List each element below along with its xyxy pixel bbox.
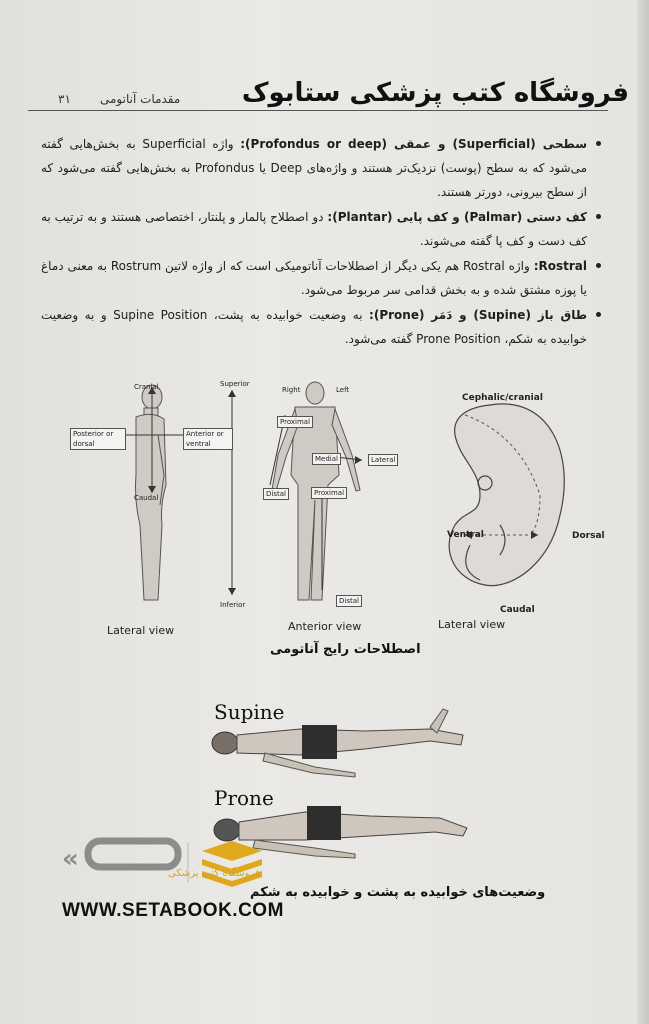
website-url: WWW.SETABOOK.COM — [62, 900, 284, 921]
header-divider — [28, 110, 608, 111]
definition: واژه Rostral هم یکی دیگر از اصطلاحات آناتومیکی است که از واژه لاتین Rostrum به معنی دماغ یا پوزه مشتق شده و به بخش قدامی سر مربوط می‌شود. — [41, 259, 587, 297]
label-cranial: Cranial — [134, 383, 159, 391]
list-item — [41, 205, 601, 253]
chapter-title: مقدمات آناتومی — [100, 92, 181, 106]
supine-body-illustration — [205, 705, 470, 780]
label-lateral: Lateral — [368, 454, 398, 466]
label-right: Right — [282, 386, 301, 394]
lateral-body-illustration — [136, 385, 167, 600]
term: سطحی (Superficial) و عمقی (Profondus or deep): — [240, 137, 587, 151]
list-item — [41, 303, 601, 351]
page-number: ۳۱ — [58, 92, 71, 106]
label-anterior: Anterior or ventral — [183, 428, 233, 450]
label-inferior: Inferior — [220, 601, 246, 609]
label-ventral: Ventral — [447, 530, 484, 540]
figure-caption-2: وضعیت‌های خوابیده به پشت و خوابیده به شکم — [250, 885, 546, 900]
view-anterior: Anterior view — [288, 620, 362, 633]
view-lateral-2: Lateral view — [438, 618, 506, 631]
embryo-illustration — [449, 404, 564, 586]
label-prone: Prone — [214, 786, 274, 810]
figure-caption-1: اصطلاحات رایج آناتومی — [270, 642, 421, 657]
page-edge — [637, 0, 649, 1024]
label-cephalic: Cephalic/cranial — [462, 393, 543, 403]
label-medial: Medial — [312, 453, 341, 465]
label-supine: Supine — [214, 700, 285, 724]
label-distal-arm: Distal — [263, 488, 289, 500]
view-lateral-1: Lateral view — [107, 624, 175, 637]
svg-text:«: « — [62, 844, 79, 874]
label-caudal-embryo: Caudal — [500, 605, 535, 615]
term: طاق باز (Supine) و دَمَر (Prone): — [369, 308, 588, 322]
label-posterior: Posterior or dorsal — [70, 428, 126, 450]
list-item — [41, 254, 601, 302]
definition: به وضعیت خوابیده به پشت، Supine Position و به وضعیت خوابیده به شکم، Prone Position گفته می‌شود. — [41, 308, 587, 346]
setabook-logo — [52, 833, 277, 893]
label-distal-leg: Distal — [336, 595, 362, 607]
label-left: Left — [336, 386, 350, 394]
label-proximal-leg: Proximal — [311, 487, 347, 499]
label-superior: Superior — [220, 380, 250, 388]
label-proximal-arm: Proximal — [277, 416, 313, 428]
definition: دو اصطلاح پالمار و پلنتار، اختصاصی هستند و به ترتیب به کف دست و کف پا گفته می‌شوند. — [41, 210, 587, 248]
list-item — [41, 132, 601, 204]
term: کف دستی (Palmar) و کف پایی (Plantar): — [327, 210, 587, 224]
definition: واژه Superficial به بخش‌هایی گفته می‌شود که به سطح (پوست) نزدیک‌تر هستند و واژه‌های Deep یا Profondus به بخش‌هایی گفته می‌شود که از سطح بیرونی، دورتر هستند. — [41, 137, 588, 199]
term: Rostral: — [533, 259, 587, 273]
definition-list — [41, 132, 601, 352]
label-dorsal: Dorsal — [572, 531, 605, 541]
store-title: فروشگاه کتب پزشکی ستابوک — [241, 78, 629, 108]
logo-tagline: فروشگاه کتب پزشکی — [168, 868, 260, 879]
label-caudal: Caudal — [134, 494, 159, 502]
